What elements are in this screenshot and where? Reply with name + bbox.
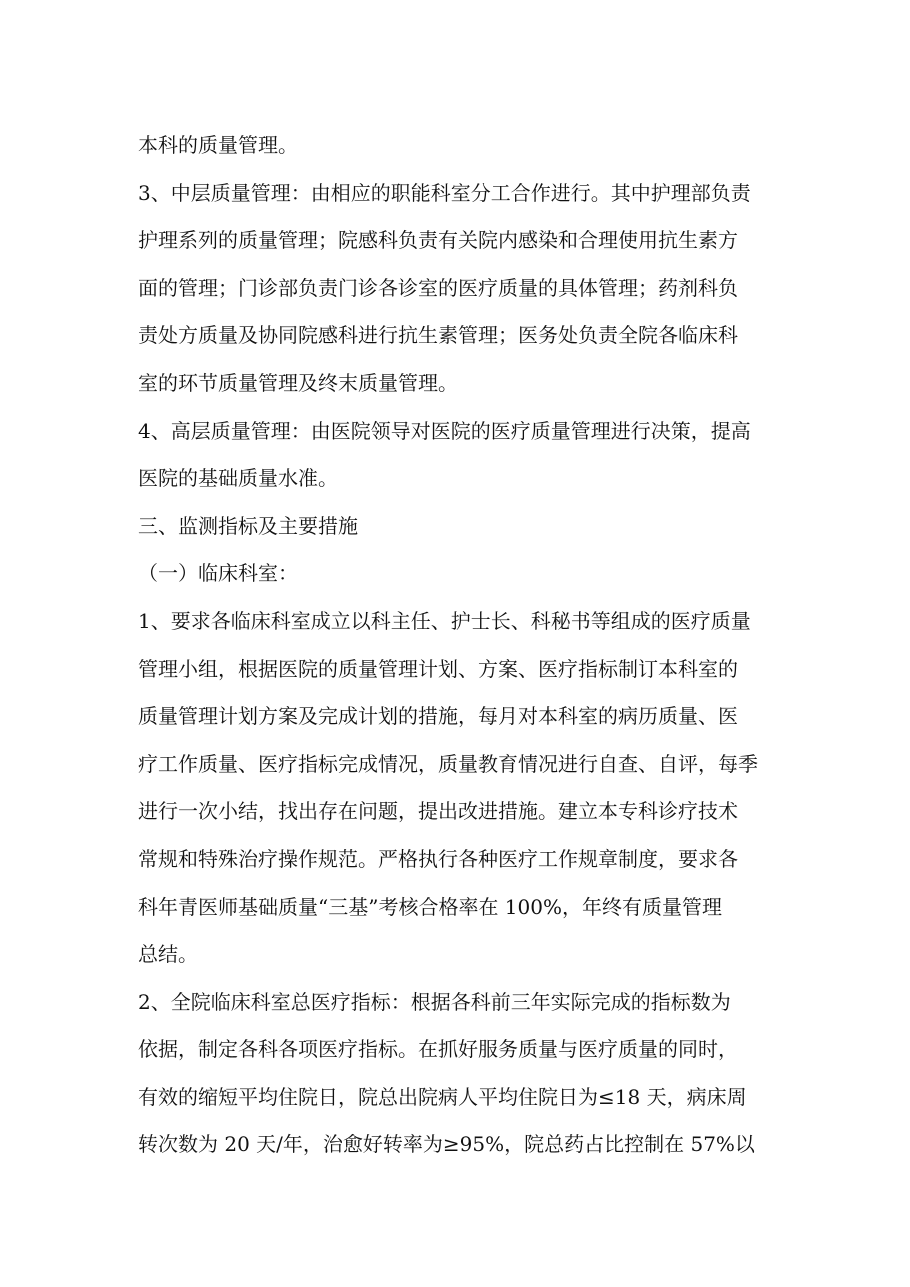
text-line-4: 面的管理；门诊部负责门诊各诊室的医疗质量的具体管理；药剂科负 <box>138 275 738 300</box>
text-line-13: 质量管理计划方案及完成计划的措施，每月对本科室的病历质量、医 <box>138 704 738 729</box>
text-line-2: 3、中层质量管理：由相应的职能科室分工合作进行。其中护理部负责 <box>138 180 751 205</box>
text-line-17: 科年青医师基础质量“三基”考核合格率在 100%，年终有质量管理 <box>138 894 722 919</box>
text-line-1: 本科的质量管理。 <box>138 133 298 157</box>
text-line-16: 常规和特殊治疗操作规范。严格执行各种医疗工作规章制度，要求各 <box>138 846 738 871</box>
text-line-19: 2、全院临床科室总医疗指标：根据各科前三年实际完成的指标数为 <box>138 989 731 1014</box>
text-line-6: 室的环节质量管理及终末质量管理。 <box>138 370 458 395</box>
text-line-20: 依据，制定各科各项医疗指标。在抓好服务质量与医疗质量的同时， <box>138 1037 738 1062</box>
section-heading: 三、监测指标及主要措施 <box>138 513 358 538</box>
text-line-15: 进行一次小结，找出存在问题，提出改进措施。建立本专科诊疗技术 <box>138 799 738 824</box>
text-line-12: 管理小组，根据医院的质量管理计划、方案、医疗指标制订本科室的 <box>138 656 738 681</box>
text-line-5: 责处方质量及协同院感科进行抗生素管理；医务处负责全院各临床科 <box>138 323 738 348</box>
text-line-8: 医院的基础质量水准。 <box>138 466 338 491</box>
text-line-21: 有效的缩短平均住院日，院总出院病人平均住院日为≤18 天，病床周 <box>138 1084 747 1109</box>
document-page <box>138 122 778 1169</box>
text-line-18: 总结。 <box>138 942 198 967</box>
text-line-22: 转次数为 20 天/年，治愈好转率为≥95%，院总药占比控制在 57%以 <box>138 1132 755 1157</box>
text-line-14: 疗工作质量、医疗指标完成情况，质量教育情况进行自查、自评，每季 <box>138 751 758 776</box>
subsection-heading: （一）临床科室： <box>138 561 298 586</box>
text-line-7: 4、高层质量管理：由医院领导对医院的医疗质量管理进行决策，提高 <box>138 418 751 443</box>
text-line-3: 护理系列的质量管理；院感科负责有关院内感染和合理使用抗生素方 <box>138 228 738 253</box>
text-line-11: 1、要求各临床科室成立以科主任、护士长、科秘书等组成的医疗质量 <box>138 608 751 633</box>
